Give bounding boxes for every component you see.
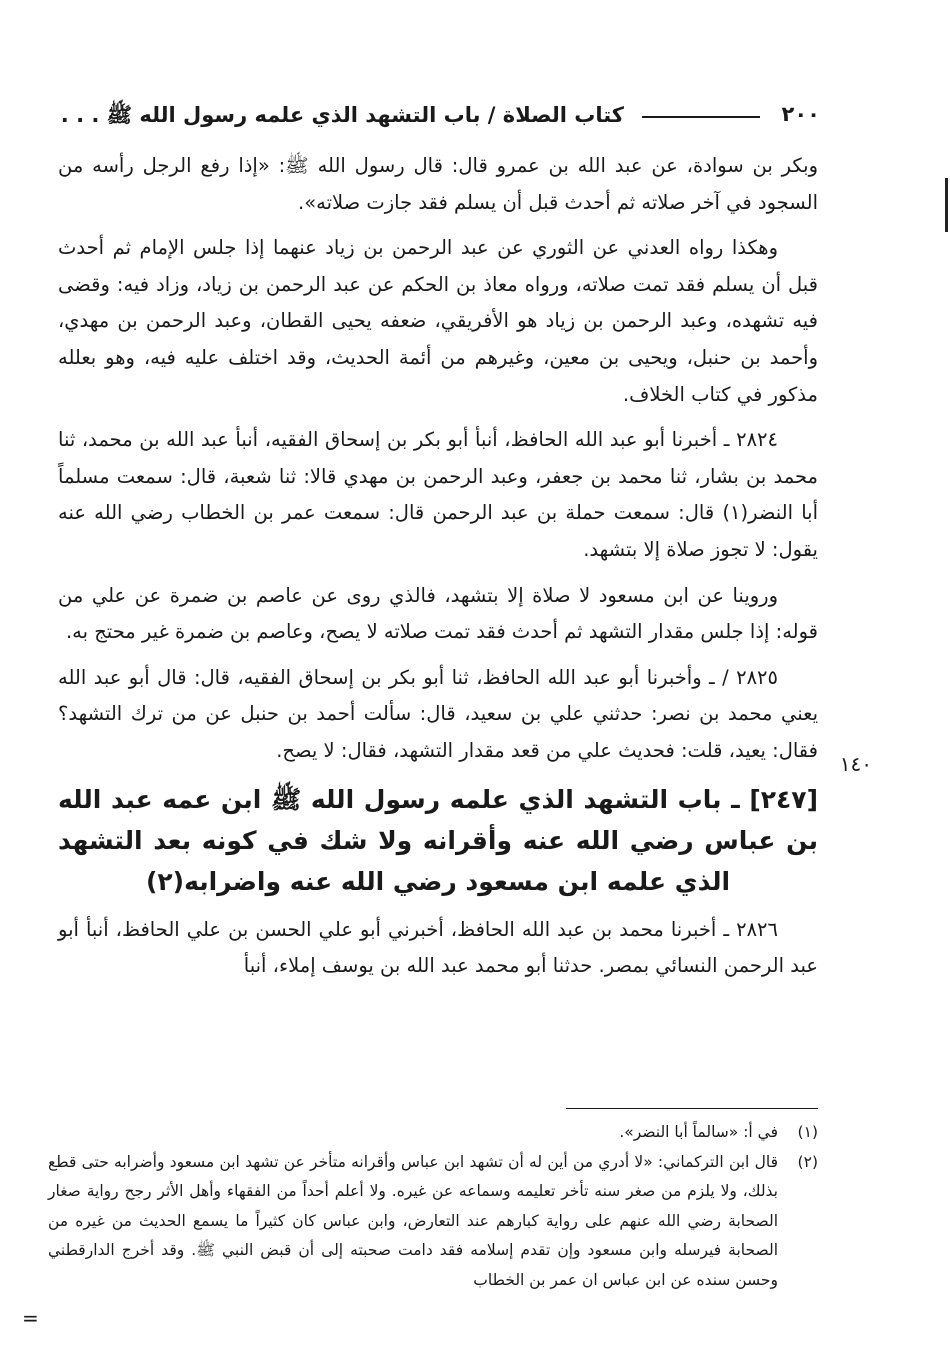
- continuation-mark: =: [22, 1306, 39, 1330]
- running-title: كتاب الصلاة / باب التشهد الذي علمه رسول الله ﷺ . . .: [60, 103, 624, 127]
- running-header: [60, 96, 820, 132]
- hadith-2825: ٢٨٢٥ / ـ وأخبرنا أبو عبد الله الحافظ، ثنا أبو بكر بن إسحاق الفقيه، قال: قال أبو عبد الله يعني محمد بن نصر: حدثني علي بن سعيد، قال: سألت أحمد بن حنبل عن من ترك التشهد؟ فقال: يعيد، قلت: فحديث علي من قعد مقدار التشهد، فقال: لا يصح.: [58, 665, 818, 762]
- footnote-text: في أ: «سالماً أبا النضر».: [619, 1123, 778, 1141]
- page-edge-mark: [945, 178, 948, 232]
- page-number: ٢٠٠: [781, 102, 820, 126]
- footnote-number: (٢): [797, 1152, 818, 1171]
- paragraph: وبكر بن سوادة، عن عبد الله بن عمرو قال: قال رسول الله ﷺ: «إذا رفع الرجل رأسه من السجود في آخر صلاته ثم أحدث قبل أن يسلم فقد جازت صلاته».: [58, 154, 818, 214]
- footnote-text: قال ابن التركماني: «لا أدري من أين له أن تشهد ابن عباس وأقرانه متأخر عن تشهد ابن مسعود وأضرابه حتى قطع بذلك، ولا يلزم من صغر سنه تأخر تعليمه وسماعه عن غيره. ولا أعلم أحداً من الفقهاء وأهل الأثر رجح رواية صغار الصحابة رضي الله عنهم على رواية كبارهم عند التعارض، وابن عباس كان كثيراً ما يسمع الحديث من غيره من الصحابة فيرسله وابن مسعود وإن تقدم إسلامه فقد دامت صحبته إلى أن قبض النبي ﷺ. وقد أخرج الدارقطني وحسن سنده عن ابن عباس ان عمر بن الخطاب: [48, 1152, 778, 1289]
- paragraph: وروينا عن ابن مسعود لا صلاة إلا بتشهد، فالذي روى عن عاصم بن ضمرة عن علي من قوله: إذا جلس مقدار التشهد ثم أحدث فقد تمت صلاته لا يصح، وعاصم بن ضمرة غير محتج به.: [58, 583, 818, 644]
- footnote: [48, 1118, 818, 1148]
- hadith-2824: ٢٨٢٤ ـ أخبرنا أبو عبد الله الحافظ، أنبأ أبو بكر بن إسحاق الفقيه، أنبأ عبد الله بن محمد، ثنا محمد بن بشار، ثنا محمد بن جعفر، وعبد الرحمن بن مهدي قالا: ثنا شعبة، قال: سمعت مسلماً أبا النضر(١) قال: سمعت حملة بن عبد الرحمن قال: سمعت عمر بن الخطاب رضي الله عنه يقول: لا تجوز صلاة إلا بتشهد.: [58, 428, 818, 561]
- header-rule: [642, 116, 760, 118]
- footnote-rule: [566, 1108, 818, 1109]
- footnotes: [48, 1118, 818, 1295]
- main-text: [58, 148, 818, 994]
- paragraph: وهكذا رواه العدني عن الثوري عن عبد الرحمن بن زياد عنهما إذا جلس الإمام ثم أحدث قبل أن يسلم فقد تمت صلاته، ورواه معاذ بن الحكم عن عبد الرحمن بن زياد، وزاد فيه: وقضى فيه تشهده، وعبد الرحمن بن زياد هو الأفريقي، ضعفه يحيى القطان، وعبد الرحمن بن مهدي، وأحمد بن حنبل، ويحيى بن معين، وغيرهم من أئمة الحديث، وقد اختلف عليه فيه، وهو بعلله مذكور في كتاب الخلاف.: [58, 236, 818, 406]
- footnote: [48, 1148, 818, 1296]
- margin-page-reference: ١٤٠: [839, 752, 872, 776]
- footnote-number: (١): [797, 1123, 818, 1141]
- chapter-heading: [٢٤٧] ـ باب التشهد الذي علمه رسول الله ﷺ ابن عمه عبد الله بن عباس رضي الله عنه وأقرانه ولا شك في كونه بعد التشهد الذي علمه ابن مسعود رضي الله عنه واضرابه(٢): [58, 784, 818, 896]
- hadith-2826: ٢٨٢٦ ـ أخبرنا محمد بن عبد الله الحافظ، أخبرني أبو علي الحسن بن علي الحافظ، أنبأ أبو عبد الرحمن النسائي بمصر. حدثنا أبو محمد عبد الله بن يوسف إملاء، أنبأ: [58, 917, 818, 978]
